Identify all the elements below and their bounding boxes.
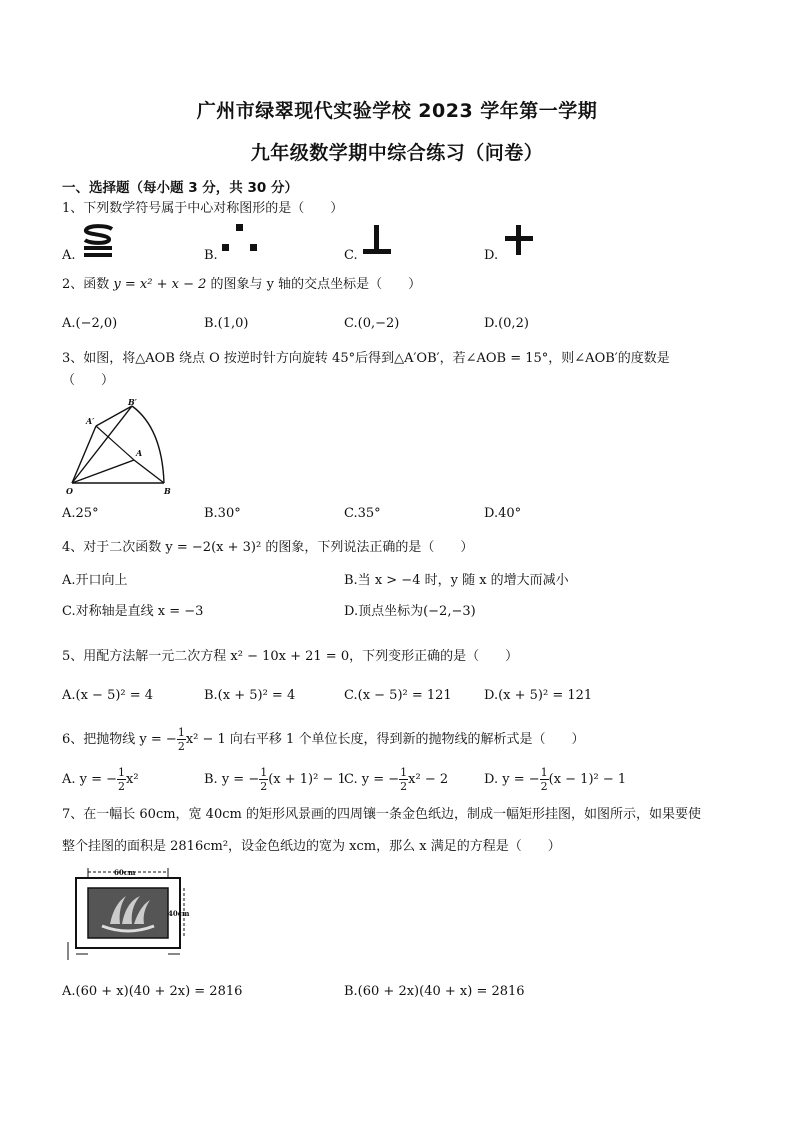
q2-stem-suffix: 的图象与 y 轴的交点坐标是（ ） [210, 277, 422, 292]
q7-option-b[interactable]: B.(60 + 2x)(40 + x) = 2816 [344, 984, 525, 999]
q6-option-d[interactable] [484, 766, 626, 793]
q6-option-b-numerator: 1 [260, 766, 268, 779]
q4-option-d[interactable]: D.顶点坐标为(−2,−3) [344, 604, 476, 619]
q1-symbol-b-icon [216, 222, 266, 256]
q3-option-b[interactable]: B.30° [204, 506, 241, 521]
q1-option-a-label: A. [62, 248, 76, 263]
q3-rotation-figure [62, 398, 182, 498]
q3-segment-oa-prime [72, 426, 96, 483]
q4-option-c[interactable]: C.对称轴是直线 x = −3 [62, 604, 204, 619]
q4-option-b[interactable]: B.当 x > −4 时，y 随 x 的增大而减小 [344, 573, 569, 588]
q3-stem: 3、如图，将△AOB 绕点 O 按逆时针方向旋转 45°后得到△A′OB′，若∠AOB = 15°，则∠AOB′的度数是 [62, 351, 670, 366]
q6-fraction [177, 726, 186, 753]
q3-segment-ab [134, 460, 164, 483]
q3-label-b: B [164, 486, 171, 496]
q2-stem-prefix: 2、函数 [62, 277, 110, 292]
q7-frame-figure [62, 866, 212, 966]
q1-option-a[interactable] [62, 246, 76, 266]
q6-fraction-numerator: 1 [177, 726, 185, 739]
q1-option-b-label: B. [204, 248, 218, 263]
q4-stem: 4、对于二次函数 y = −2(x + 3)² 的图象，下列说法正确的是（ ） [62, 540, 474, 555]
q6-option-a-fraction [117, 766, 126, 793]
q3-option-d[interactable]: D.40° [484, 506, 522, 521]
q3-label-a-prime: A′ [86, 416, 95, 426]
q6-option-c-numerator: 1 [400, 766, 408, 779]
q2-option-a[interactable]: A.(−2,0) [62, 316, 118, 331]
q3-stem-tail: （ ） [62, 373, 115, 388]
q3-option-c[interactable]: C.35° [344, 506, 381, 521]
q4-option-a[interactable]: A.开口向上 [62, 573, 128, 588]
q5-option-c[interactable]: C.(x − 5)² = 121 [344, 688, 452, 703]
q6-stem-prefix: 6、把抛物线 y = − [62, 732, 177, 747]
q6-option-c[interactable] [344, 766, 448, 793]
exam-title-line2: 九年级数学期中综合练习（问卷） [250, 142, 544, 164]
q7-label-length: 60cm [114, 868, 136, 877]
q5-stem: 5、用配方法解一元二次方程 x² − 10x + 21 = 0，下列变形正确的是（ ） [62, 649, 519, 664]
q6-option-d-denominator: 2 [540, 780, 548, 793]
q3-segment-a-prime-a [96, 426, 134, 460]
q5-option-d[interactable]: D.(x + 5)² = 121 [484, 688, 593, 703]
q2-stem-math: y = x² + x − 2 [113, 277, 207, 292]
q3-option-a[interactable]: A.25° [62, 506, 99, 521]
q7-label-width: 40cm [168, 909, 190, 918]
q6-option-b-fraction [259, 766, 268, 793]
q1-option-c[interactable] [344, 246, 358, 266]
q6-fraction-denominator: 2 [177, 740, 185, 753]
q2-option-d[interactable]: D.(0,2) [484, 316, 529, 331]
q6-option-c-denominator: 2 [400, 780, 408, 793]
q2-stem [62, 275, 421, 295]
q6-option-d-suffix: (x − 1)² − 1 [548, 772, 627, 787]
q6-option-a-denominator: 2 [118, 780, 126, 793]
q1-option-d-label: D. [484, 248, 499, 263]
q6-option-c-prefix: C. y = − [344, 772, 400, 787]
q1-symbol-c-icon [360, 222, 394, 258]
q6-option-b-denominator: 2 [260, 780, 268, 793]
q7-stem-line2: 整个挂图的面积是 2816cm²，设金色纸边的宽为 xcm，那么 x 满足的方程是（ ） [62, 839, 561, 854]
q1-stem: 1、下列数学符号属于中心对称图形的是（ ） [62, 201, 344, 216]
q2-option-b[interactable]: B.(1,0) [204, 316, 249, 331]
q6-option-c-fraction [399, 766, 408, 793]
q6-option-a-numerator: 1 [118, 766, 126, 779]
q1-symbol-d-icon [502, 222, 536, 258]
q1-option-c-label: C. [344, 248, 358, 263]
q2-option-c[interactable]: C.(0,−2) [344, 316, 400, 331]
exam-title-line1: 广州市绿翠现代实验学校 2023 学年第一学期 [196, 100, 598, 122]
q7-stem-line1: 7、在一幅长 60cm，宽 40cm 的矩形风景画的四周镶一条金色纸边，制成一幅矩形挂图，如图所示，如果要使 [62, 807, 701, 822]
section-heading: 一、选择题（每小题 3 分，共 30 分） [62, 180, 298, 196]
q6-option-d-fraction [540, 766, 549, 793]
q3-segment-a-prime-b-prime [96, 406, 132, 426]
q6-option-c-suffix: x² − 2 [408, 772, 449, 787]
q6-option-d-prefix: D. y = − [484, 772, 540, 787]
q6-option-b[interactable] [204, 766, 346, 793]
q6-option-a[interactable] [62, 766, 139, 793]
q6-stem [62, 726, 584, 753]
q1-symbol-a-icon [78, 224, 118, 258]
q1-option-d[interactable] [484, 246, 498, 266]
q5-option-a[interactable]: A.(x − 5)² = 4 [62, 688, 154, 703]
q3-label-a: A [136, 448, 143, 458]
q3-label-o: O [66, 486, 73, 496]
q6-option-a-suffix: x² [126, 772, 139, 787]
q6-stem-suffix: x² − 1 向右平移 1 个单位长度，得到新的抛物线的解析式是（ ） [185, 732, 585, 747]
q6-option-b-prefix: B. y = − [204, 772, 260, 787]
q5-option-b[interactable]: B.(x + 5)² = 4 [204, 688, 296, 703]
q6-option-d-numerator: 1 [540, 766, 548, 779]
q7-option-a[interactable]: A.(60 + x)(40 + 2x) = 2816 [62, 984, 243, 999]
q6-option-b-suffix: (x + 1)² − 1 [268, 772, 346, 787]
q6-option-a-prefix: A. y = − [62, 772, 118, 787]
q3-label-b-prime: B′ [128, 398, 137, 407]
